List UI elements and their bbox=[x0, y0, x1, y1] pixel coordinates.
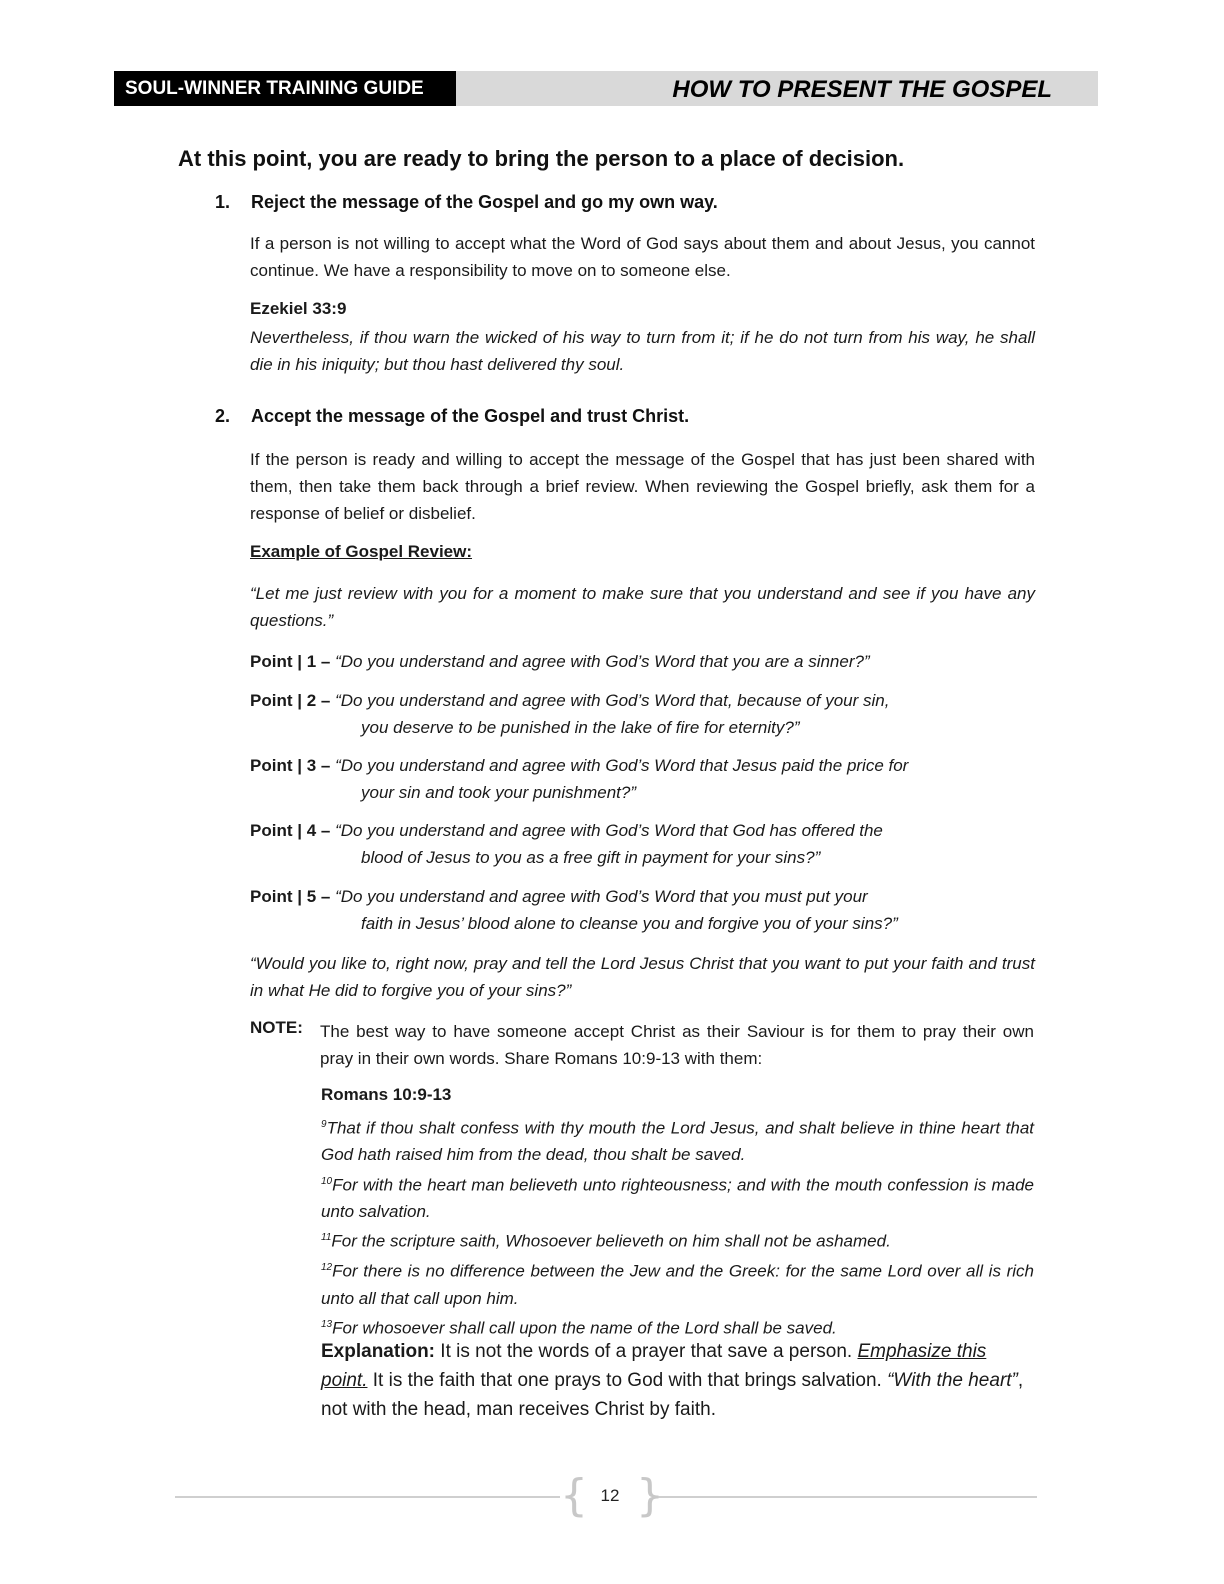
review-point-2 bbox=[250, 687, 1040, 741]
right-brace-icon: } bbox=[636, 1470, 664, 1521]
verse-text: That if thou shalt confess with thy mouth the Lord Jesus, and shalt believe in thine heart that God hath raised him from the dead, thou shalt be saved. bbox=[321, 1118, 1034, 1165]
review-point-1 bbox=[250, 648, 1040, 675]
point-number: 5 – bbox=[306, 887, 336, 906]
page-header bbox=[114, 71, 1098, 106]
point-question-continued: blood of Jesus to you as a free gift in payment for your sins?” bbox=[361, 848, 821, 867]
item-1-reference: Ezekiel 33:9 bbox=[250, 299, 347, 318]
point-question: “Do you understand and agree with God’s Word that, because of your sin, bbox=[335, 691, 890, 710]
point-question-continued: you deserve to be punished in the lake of fire for eternity?” bbox=[361, 718, 800, 737]
left-brace-icon: { bbox=[560, 1470, 588, 1521]
point-label: Point | bbox=[250, 821, 307, 840]
verse-text: For the scripture saith, Whosoever believeth on him shall not be ashamed. bbox=[331, 1231, 891, 1251]
explanation-text-2: It is the faith that one prays to God with that brings salvation. bbox=[367, 1370, 888, 1391]
example-heading: Example of Gospel Review: bbox=[250, 542, 473, 561]
explanation bbox=[321, 1337, 1034, 1424]
verse-12 bbox=[321, 1255, 1034, 1312]
explanation-quote: “With the heart” bbox=[887, 1370, 1018, 1391]
item-1-title-text: Reject the message of the Gospel and go my own way. bbox=[251, 192, 718, 212]
point-question: “Do you understand and agree with God’s Word that you are a sinner?” bbox=[335, 652, 870, 671]
footer-rule-right bbox=[652, 1496, 1037, 1498]
explanation-label: Explanation: bbox=[321, 1341, 436, 1362]
point-number: 1 – bbox=[306, 652, 336, 671]
item-1-verse: Nevertheless, if thou warn the wicked of his way to turn from it; if he do not turn from his way, he shall die in his iniquity; but thou hast delivered thy soul. bbox=[250, 328, 1035, 374]
verse-10 bbox=[321, 1169, 1034, 1226]
point-label: Point | bbox=[250, 756, 307, 775]
note-label: NOTE: bbox=[250, 1018, 303, 1037]
item-1-number: 1. bbox=[215, 192, 231, 212]
section-title: HOW TO PRESENT THE GOSPEL bbox=[672, 76, 1052, 103]
item-2-title-text: Accept the message of the Gospel and trust Christ. bbox=[251, 406, 690, 426]
point-number: 3 – bbox=[306, 756, 336, 775]
explanation-emphasis: Emphasize this point. bbox=[321, 1341, 987, 1391]
verse-number: 10 bbox=[321, 1175, 333, 1187]
romans-reference: Romans 10:9-13 bbox=[321, 1085, 452, 1104]
verse-text: For with the heart man believeth unto righteousness; and with the mouth confession is made unto salvation. bbox=[321, 1175, 1034, 1221]
point-question: “Do you understand and agree with God’s Word that Jesus paid the price for bbox=[335, 756, 909, 775]
verse-number: 12 bbox=[321, 1262, 333, 1274]
guide-title: SOUL-WINNER TRAINING GUIDE bbox=[114, 71, 456, 106]
page-heading: At this point, you are ready to bring the person to a place of decision. bbox=[178, 146, 905, 171]
point-question: “Do you understand and agree with God’s Word that you must put your bbox=[335, 887, 868, 906]
footer-rule-left bbox=[175, 1496, 560, 1498]
item-1-title bbox=[215, 192, 718, 213]
closing-question: “Would you like to, right now, pray and tell the Lord Jesus Christ that you want to put your faith and trust in what He did to forgive you of your sins?” bbox=[250, 954, 1035, 1000]
verse-11 bbox=[321, 1225, 1034, 1255]
verse-number: 11 bbox=[321, 1232, 332, 1244]
explanation-text-1: It is not the words of a prayer that save a person. bbox=[435, 1341, 858, 1362]
point-number: 2 – bbox=[306, 691, 336, 710]
explanation-text-3: , not with the head, man receives Christ by faith. bbox=[321, 1370, 1024, 1420]
page-number: 12 bbox=[600, 1486, 620, 1505]
verse-number: 13 bbox=[321, 1319, 333, 1331]
note-text: The best way to have someone accept Christ as their Saviour is for them to pray their own pray in their own words. Share Romans 10:9-13 with them: bbox=[320, 1022, 1034, 1068]
point-label: Point | bbox=[250, 691, 307, 710]
review-point-3 bbox=[250, 752, 1040, 806]
item-2-body: If the person is ready and willing to accept the message of the Gospel that has just been shared with them, then take them back through a brief review. When reviewing the Gospel briefly, ask them for a response of belief or disbelief. bbox=[250, 450, 1035, 523]
verse-text: For there is no difference between the Jew and the Greek: for the same Lord over all is rich unto all that call upon him. bbox=[321, 1262, 1034, 1308]
point-number: 4 – bbox=[306, 821, 336, 840]
point-label: Point | bbox=[250, 887, 307, 906]
item-1-body: If a person is not willing to accept what the Word of God says about them and about Jesus, you cannot continue. We have a responsibility to move on to someone else. bbox=[250, 234, 1035, 280]
review-intro: “Let me just review with you for a moment to make sure that you understand and see if you have any questions.” bbox=[250, 584, 1035, 630]
verse-9 bbox=[321, 1112, 1034, 1169]
verse-number: 9 bbox=[321, 1119, 327, 1130]
point-question: “Do you understand and agree with God’s Word that God has offered the bbox=[335, 821, 883, 840]
point-label: Point | bbox=[250, 652, 307, 671]
item-2-title bbox=[215, 406, 689, 427]
point-question-continued: faith in Jesus’ blood alone to cleanse you and forgive you of your sins?” bbox=[361, 914, 898, 933]
review-point-5 bbox=[250, 883, 1040, 937]
review-point-4 bbox=[250, 817, 1040, 871]
point-question-continued: your sin and took your punishment?” bbox=[361, 783, 636, 802]
item-2-number: 2. bbox=[215, 406, 231, 426]
verse-text: For whosoever shall call upon the name of the Lord shall be saved. bbox=[332, 1318, 837, 1338]
romans-verses bbox=[321, 1112, 1034, 1342]
